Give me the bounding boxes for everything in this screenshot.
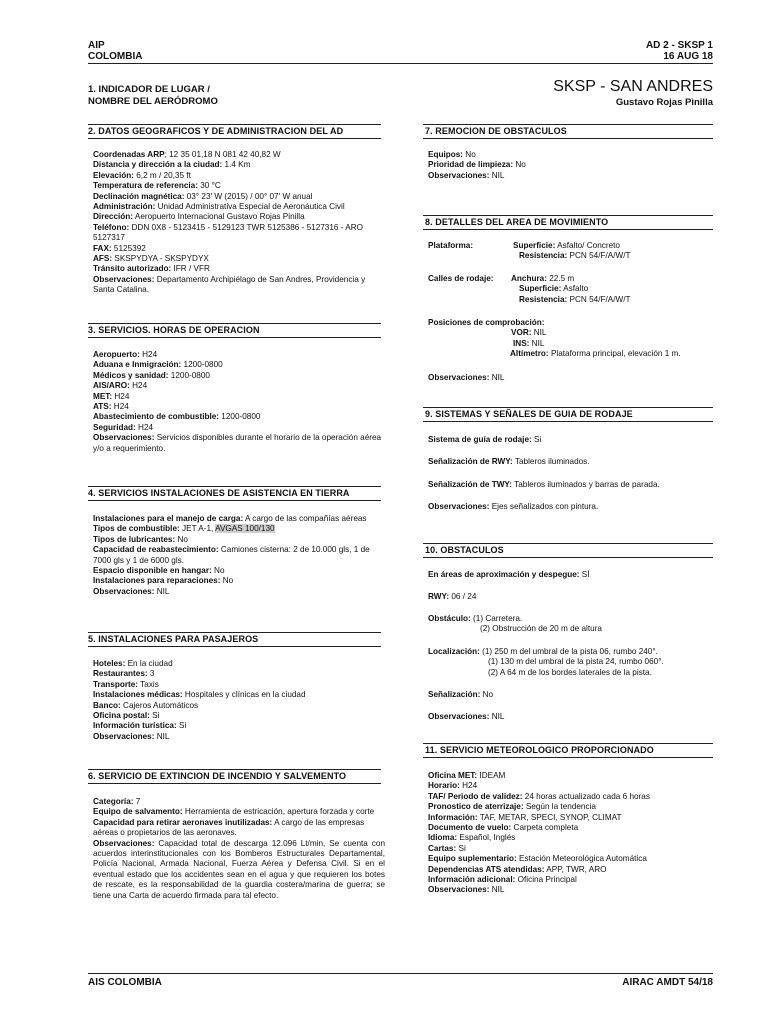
s3-row: Abastecimiento de combustible: 1200-0800	[93, 412, 261, 422]
taxiway-width: Anchura: 22.5 m	[511, 274, 575, 283]
s10-marking	[428, 690, 713, 700]
s5-content	[93, 659, 383, 742]
s10-remarks	[428, 712, 713, 722]
s5-row: Oficina postal: Si	[93, 711, 160, 721]
platform-label: Plataforma:	[428, 241, 474, 250]
s10-obstacle	[428, 614, 713, 636]
s5-row: Banco: Cajeros Automáticos	[93, 700, 199, 710]
platform-strength: Resistencia: PCN 54/F/A/W/T	[519, 251, 631, 261]
s10-location-line3: (2) A 64 m de los bordes laterales de la pista.	[488, 667, 652, 677]
footer-publisher: AIS COLOMBIA	[88, 977, 162, 988]
s9-bottom-rule	[423, 421, 713, 422]
s4-row: Capacidad de reabastecimiento: Camiones cisterna: 2 de 10.000 gls, 1 de 7000 gls y 1 de 6000 gls.	[93, 545, 370, 565]
s6-row: Capacidad para retirar aeronaves inutilizadas: A cargo de las empresas aéreas o propietarios de las aeronaves.	[93, 817, 365, 838]
s3-row: Seguridad: H24	[93, 422, 154, 432]
header-aip: AIP	[88, 40, 105, 51]
s2-row: AFS: SKSPYDYA - SKSPYDYX	[93, 254, 209, 264]
s7-title: 7. REMOCION DE OBSTACULOS	[425, 126, 567, 136]
s7-row: Observaciones: NIL	[428, 170, 505, 180]
s4-content	[93, 514, 383, 597]
s5-top-rule	[88, 632, 381, 633]
s4-row: Instalaciones para reparaciones: No	[93, 576, 234, 586]
s10-top-rule	[423, 543, 713, 544]
s2-row: Observaciones: Departamento Archipiélago de San Andres, Providencia y Santa Catalina.	[93, 274, 366, 295]
s4-top-rule	[88, 486, 381, 487]
s2-row: Coordenadas ARP; 12 35 01,18 N 081 42 40,82 W	[93, 150, 281, 159]
s6-top-rule	[88, 769, 381, 770]
s9-title: 9. SISTEMAS Y SEÑALES DE GUIA DE RODAJE	[425, 409, 633, 419]
s8-bottom-rule	[423, 229, 713, 230]
s8-check-positions	[428, 318, 713, 360]
s5-row: Observaciones: NIL	[93, 731, 170, 741]
fuel-type-highlight: AVGAS 100/130	[215, 524, 275, 534]
s11-row: Información adicional: Oficina Principal	[428, 875, 577, 885]
s4-row: Observaciones: NIL	[93, 586, 170, 596]
s3-top-rule	[88, 323, 381, 324]
s11-row: Documento de vuelo: Carpeta completa	[428, 823, 579, 833]
s6-content	[93, 797, 385, 901]
s9-row: Observaciones: Ejes señalizados con pintura.	[428, 502, 599, 512]
s2-row: Administración: Unidad Administrativa Especial de Aeronáutica Civil	[93, 202, 345, 212]
s3-bottom-rule	[88, 337, 381, 338]
aerodrome-name-label: NOMBRE DEL AERÓDROMO	[88, 96, 218, 107]
s9-top-rule	[423, 407, 713, 408]
s3-title: 3. SERVICIOS. HORAS DE OPERACION	[88, 325, 260, 335]
s10-obstacle-line2: (2) Obstrucción de 20 m de altura	[480, 624, 602, 634]
s3-row: ATS: H24	[93, 402, 129, 412]
s5-row: Información turística: Si	[93, 721, 187, 731]
s5-bottom-rule	[88, 646, 381, 647]
s6-row: Equipo de salvamento: Herramienta de estricación, apertura forzada y corte	[93, 807, 375, 817]
s9-row: Sistema de guía de rodaje: Si	[428, 435, 542, 444]
s10-marking-row: Señalización: No	[428, 690, 494, 699]
s7-top-rule	[423, 124, 713, 125]
taxiway-surface: Superficie: Asfalto	[519, 284, 589, 294]
s11-row: Información: TAF, METAR, SPECI, SYNOP, CLIMAT	[428, 812, 622, 822]
s11-row: TAF/ Periodo de validez: 24 horas actualizado cada 6 horas	[428, 791, 650, 801]
s11-row: Pronostico de aterrizaje: Según la tendencia	[428, 802, 596, 812]
header-country: COLOMBIA	[88, 51, 143, 62]
s4-row: Tipos de combustible: JET A-1, AVGAS 100/130	[93, 524, 275, 534]
s6-title: 6. SERVICIO DE EXTINCION DE INCENDIO Y SALVEMENTO	[88, 771, 347, 781]
s5-row: Transporte: Taxis	[93, 679, 159, 689]
s5-row: Instalaciones médicas: Hospitales y clínicas en la ciudad	[93, 690, 306, 700]
s10-location-line2: (1) 130 m del umbral de la pista 24, rumbo 060°.	[488, 657, 664, 667]
s10-title: 10. OBSTACULOS	[425, 545, 504, 555]
s2-row: Declinación magnética: 03° 23' W (2015) / 00° 07' W anual	[93, 191, 313, 201]
s9-content	[428, 435, 713, 513]
check-altimeter: Altímetro: Plataforma principal, elevación 1 m.	[510, 349, 681, 359]
airport-name: Gustavo Rojas Pinilla	[615, 97, 713, 108]
s10-location-row: Localización: (1) 250 m del umbral de la pista 06, rumbo 240°.	[428, 647, 658, 656]
s3-row: Médicos y sanidad: 1200-0800	[93, 370, 210, 380]
s11-row: Horario: H24	[428, 781, 478, 791]
s8-remarks	[428, 373, 713, 383]
s2-row: Temperatura de referencia: 30 °C	[93, 181, 221, 191]
s4-bottom-rule	[88, 500, 381, 501]
s10-location	[428, 647, 713, 679]
s10-remarks-row: Observaciones: NIL	[428, 712, 505, 721]
s2-row: Tránsito autorizado: IFR / VFR	[93, 264, 210, 274]
header-date: 16 AUG 18	[663, 51, 713, 62]
s11-row: Idioma: Español, Inglés	[428, 833, 516, 843]
s3-row: Aduana e Inmigración: 1200-0800	[93, 360, 223, 370]
s11-row: Cartas: Si	[428, 843, 466, 853]
s3-row: MET: H24	[93, 391, 130, 401]
s2-row: Distancia y dirección a la ciudad: 1.4 Km	[93, 160, 251, 170]
header-rule	[88, 63, 713, 64]
s8-top-rule	[423, 215, 713, 216]
s11-row: Oficina MET: IDEAM	[428, 771, 506, 780]
s5-title: 5. INSTALACIONES PARA PASAJEROS	[88, 634, 259, 644]
s8-remarks-row: Observaciones: NIL	[428, 373, 505, 382]
s5-row: Restaurantes: 3	[93, 669, 155, 679]
s6-row: Observaciones: Capacidad total de descarga 12.096 Lt/min, Se cuenta con acuerdos interinstitucionales con los Bomberos Estructurales Departamental, Policía Nacional, Armada Nacional, Fuerza Aérea y Defensa Civil. Si en el eventual estado que los accidentes sean en el agua y que requieren los botes de rescate, es la responsabilidad de la guardia costera/marina de guerra; se tiene una Carta de acuerdo firmada para tal efecto.	[93, 838, 385, 900]
s4-title: 4. SERVICIOS INSTALACIONES DE ASISTENCIA EN TIERRA	[88, 488, 350, 498]
s9-row: Señalización de RWY: Tableros iluminados.	[428, 457, 590, 467]
s10-approach-row: En áreas de aproximación y despegue: SÍ	[428, 570, 590, 579]
s11-row: Equipo suplementario: Estación Meteorológica Automática	[428, 854, 647, 864]
taxiways-label: Calles de rodaje:	[428, 274, 494, 283]
taxiway-strength: Resistencia: PCN 54/F/A/W/T	[519, 294, 631, 304]
platform-surface: Superficie: Asfalto/ Concreto	[513, 241, 620, 250]
s2-row: Elevación: 6,2 m / 20,35 ft	[93, 170, 191, 180]
s11-row: Observaciones: NIL	[428, 885, 505, 895]
s2-bottom-rule	[88, 138, 381, 139]
s10-rwy-row: RWY: 06 / 24	[428, 592, 477, 601]
check-ins: INS: NIL	[513, 338, 545, 348]
s4-row: Espacio disponible en hangar: No	[93, 566, 225, 576]
s8-title: 8. DETALLES DEL AREA DE MOVIMIENTO	[425, 217, 609, 227]
s10-approach	[428, 570, 713, 580]
s7-content	[428, 150, 713, 181]
s11-top-rule	[423, 743, 713, 744]
aerodrome-code-name: SKSP - SAN ANDRES	[553, 78, 713, 95]
s7-row: Prioridad de limpieza: No	[428, 160, 526, 170]
s6-row: Categoría: 7	[93, 797, 141, 806]
s10-bottom-rule	[423, 557, 713, 558]
s6-bottom-rule	[88, 783, 381, 784]
check-vor: VOR: NIL	[511, 328, 547, 338]
s4-row: Instalaciones para el manejo de carga: A cargo de las compañías aéreas	[93, 514, 367, 523]
s11-title: 11. SERVICIO METEOROLOGICO PROPORCIONADO	[425, 745, 654, 755]
s10-rwy	[428, 592, 713, 602]
s7-bottom-rule	[423, 138, 713, 139]
s2-title: 2. DATOS GEOGRAFICOS Y DE ADMINISTRACION DEL AD	[88, 126, 344, 136]
location-indicator-label: 1. INDICADOR DE LUGAR /	[88, 84, 210, 95]
s2-content	[93, 150, 383, 296]
s11-content	[428, 771, 713, 896]
check-positions-label: Posiciones de comprobación:	[428, 318, 545, 327]
s2-top-rule	[88, 124, 381, 125]
header-page-id: AD 2 - SKSP 1	[645, 40, 713, 51]
footer-amendment: AIRAC AMDT 54/18	[622, 977, 713, 988]
s3-content	[93, 350, 383, 454]
footer-rule	[88, 973, 713, 974]
s9-row: Señalización de TWY: Tableros iluminados y barras de parada.	[428, 479, 660, 489]
s5-row: Hoteles: En la ciudad	[93, 659, 173, 668]
s8-taxiways	[428, 274, 713, 310]
s4-row: Tipos de lubricantes: No	[93, 534, 188, 544]
s3-row: Observaciones: Servicios disponibles durante el horario de la operación aérea y/o a requerimiento.	[93, 433, 382, 453]
s10-obstacle-row: Obstáculo: (1) Carretera.	[428, 614, 523, 623]
s2-row: Teléfono: DDN 0X8 - 5123415 - 5129123 TWR 5125386 - 5127316 - ARO 5127317	[93, 222, 364, 243]
s2-row: FAX: 5125392	[93, 243, 146, 253]
s11-bottom-rule	[423, 757, 713, 758]
s2-row: Dirección: Aeropuerto Internacional Gustavo Rojas Pinilla	[93, 212, 305, 222]
s11-row: Dependencias ATS atendidas: APP, TWR, ARO	[428, 864, 607, 874]
s3-row: AIS/ARO: H24	[93, 381, 148, 391]
s7-row: Equipos: No	[428, 150, 476, 159]
s3-row: Aeropuerto: H24	[93, 350, 158, 359]
